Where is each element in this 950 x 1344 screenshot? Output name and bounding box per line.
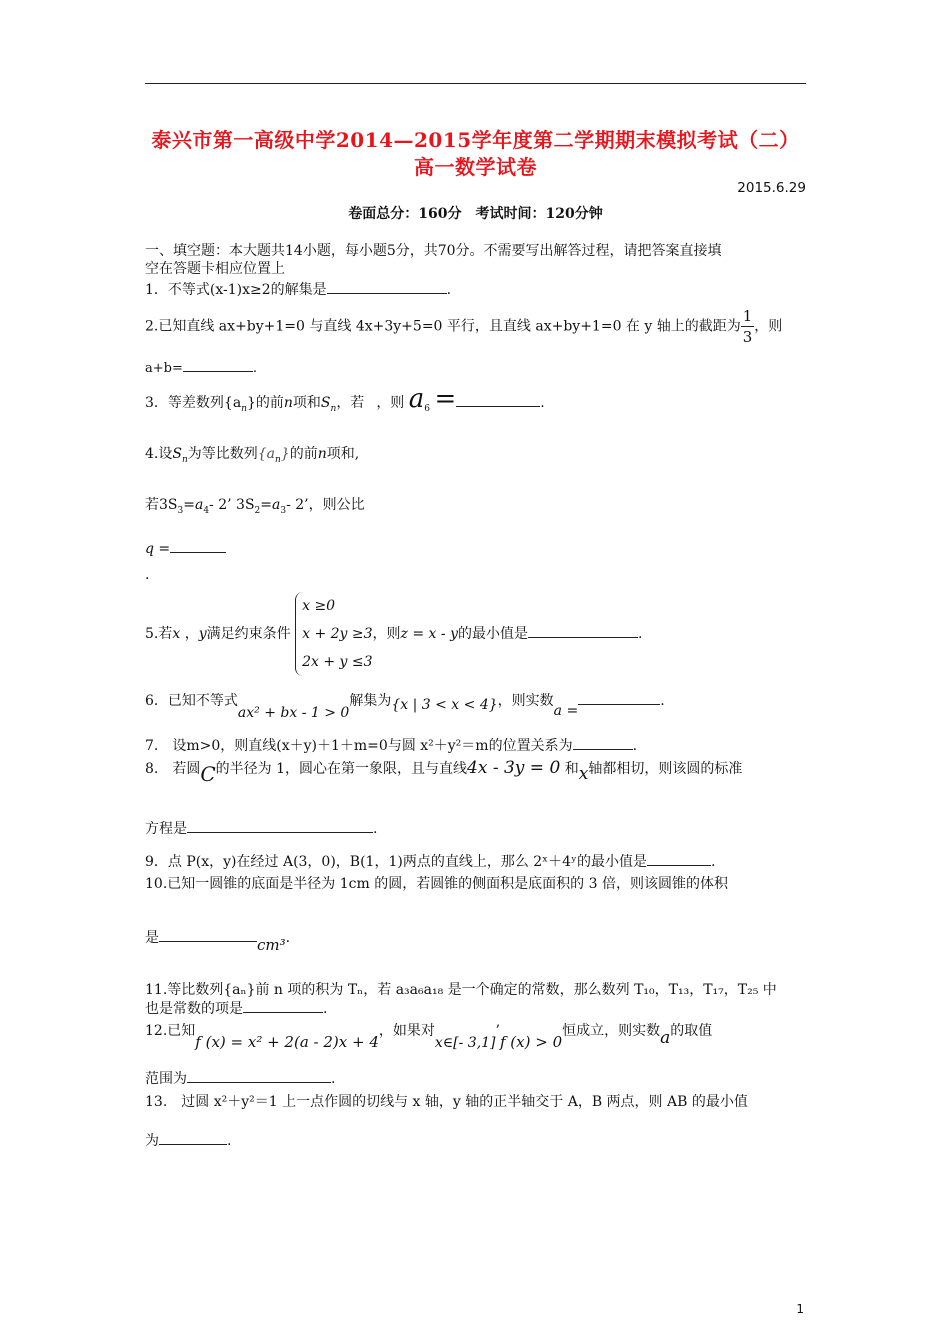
question-4-answer [145, 538, 226, 558]
q8-x: x [578, 764, 589, 784]
q4-text-h: - 2’ 3S [209, 497, 255, 513]
exam-subtitle: 高一数学试卷 [414, 155, 537, 179]
q4-i-sub: 3 [280, 505, 287, 516]
question-4 [145, 445, 359, 469]
q12-text-d: 恒成立，则实数 [562, 1023, 661, 1039]
q12-var: a [660, 1028, 671, 1048]
q13-text-c: . [227, 1133, 232, 1149]
q5-text-e: 的最小值是 [457, 626, 528, 642]
q11-text-c: . [323, 1001, 328, 1017]
q6-text-c: ，则实数 [497, 693, 554, 709]
question-2-cont [145, 357, 257, 378]
top-rule [145, 83, 806, 84]
q3-text-b: }的前 [246, 395, 284, 411]
q4-h-sub: 2 [254, 505, 261, 516]
q4-text-e: 若 [145, 497, 159, 513]
question-10-cont [145, 927, 291, 954]
q5-text-f: . [637, 626, 643, 642]
q5-x: x [172, 626, 181, 642]
q3-text-a: 3．等差数列{a [145, 395, 242, 411]
q4-q: q = [145, 541, 171, 557]
q6-text-d: . [660, 693, 665, 709]
question-5 [145, 592, 642, 676]
q8-text-f: . [373, 821, 378, 837]
q5-objective: z = x - y [400, 626, 458, 642]
q6-text-a: 6．已知不等式 [145, 693, 238, 709]
question-3 [145, 384, 545, 418]
q2-text-b: ，则 [754, 318, 783, 335]
q12-function: f (x) = x² + 2(a - 2)x + 4 [195, 1033, 379, 1051]
q9-answer-blank[interactable] [647, 851, 711, 866]
q2-frac-num: 1 [742, 307, 753, 325]
q11-text-b: 也是常数的项是 [145, 1001, 243, 1017]
q2-text-d: . [252, 361, 257, 376]
question-13-cont [145, 1130, 231, 1150]
q4-text-a: 4.设 [145, 446, 173, 462]
question-8-cont [145, 818, 377, 838]
q3-answer-blank[interactable] [456, 392, 540, 407]
q4-text-g: =a [183, 497, 204, 513]
question-8 [145, 757, 743, 786]
question-4-cont [145, 496, 365, 520]
q3-S-sub: n [330, 403, 337, 414]
q7-answer-blank[interactable] [573, 735, 633, 750]
q4-text-b: 为等比数列 [187, 446, 258, 462]
q5-text-b: ， [184, 626, 199, 642]
q12-text-h: . [331, 1071, 336, 1087]
q9-text-b: . [710, 854, 716, 870]
q10-text-b: 是 [145, 930, 159, 946]
q6-text-b: 解集为 [349, 693, 392, 709]
q5-constraint-system [295, 592, 372, 676]
q12-text-c: ’ [495, 1023, 500, 1039]
q12-condition: f (x) > 0 [499, 1033, 563, 1051]
q1-text-a: 1．不等式(x-1)x [145, 282, 251, 298]
q3-text-d: ，若 [336, 395, 365, 411]
q4-text-j: - 2’，则公比 [286, 497, 365, 513]
q5-answer-blank[interactable] [528, 623, 638, 638]
question-11-cont [145, 998, 327, 1018]
q7-text-a: 7. 设m>0，则直线(x＋y)＋1＋m=0与圆 x²＋y²＝m的位置关系为 [145, 738, 573, 754]
q3-a6: a [408, 384, 425, 414]
q13-answer-blank[interactable] [159, 1130, 227, 1145]
q12-text-b: ，如果对 [378, 1023, 435, 1039]
q4-seq-sub: n [275, 454, 281, 465]
question-7 [145, 735, 637, 755]
q6-answer-blank[interactable] [578, 690, 660, 705]
q8-text-d: 轴都相切，则该圆的标准 [588, 761, 743, 777]
q4-S: S [172, 446, 182, 462]
question-6 [145, 690, 665, 721]
exam-title: 泰兴市第一高级中学2014—2015学年度第二学期期末模拟考试（二） [151, 128, 800, 152]
q4-seq-end: } [280, 446, 290, 462]
q4-text-f: 3S [159, 497, 178, 513]
q3-eq: = [434, 384, 457, 414]
q8-text-b: 的半径为 1，圆心在第一象限，且与直线 [215, 761, 468, 777]
q3-text-e: ，则 [376, 395, 405, 411]
q6-inequality: ax² + bx - 1 > 0 [237, 705, 350, 721]
exam-meta: 卷面总分：160分 考试时间：120分钟 [348, 206, 603, 222]
q8-text-a: 8. 若圆 [145, 761, 201, 777]
q5-text-a: 5.若 [145, 626, 173, 642]
q2-frac-den: 3 [742, 328, 753, 346]
q9-text-a: 9．点 P(x，y)在经过 A(3，0)，B(1，1)两点的直线上，那么 2ˣ＋4ʸ的最小值是 [145, 854, 647, 870]
q10-text-c: . [285, 930, 291, 946]
q2-answer-blank[interactable] [183, 357, 253, 372]
q4-text-c: 的前 [289, 446, 318, 462]
question-10: 10.已知一圆锥的底面是半径为 1cm 的圆，若圆锥的侧面积是底面积的 3 倍，则该圆锥的体积 [145, 876, 728, 892]
q8-C: C [200, 762, 216, 786]
q3-n: n [283, 395, 293, 411]
q10-unit: cm³ [257, 936, 286, 954]
q1-answer-blank[interactable] [327, 279, 447, 294]
question-12 [145, 1021, 713, 1051]
q8-text-e: 方程是 [145, 821, 187, 837]
q7-text-b: . [632, 738, 638, 754]
q4-text-i: =a [260, 497, 281, 513]
q3-sub: n [241, 403, 247, 414]
question-4-dot: . [145, 567, 150, 583]
q4-seq: {a [257, 446, 276, 462]
q10-answer-blank[interactable] [159, 927, 257, 942]
q12-text-e: 的取值 [670, 1023, 713, 1039]
q2-fraction [741, 306, 755, 347]
question-1 [145, 279, 451, 299]
section-intro-line2: 空在答题卡相应位置上 [145, 261, 285, 277]
q3-text-f: . [540, 395, 545, 411]
question-11: 11.等比数列{aₙ}前 n 项的积为 Tₙ，若 a₃a₆a₁₈ 是一个确定的常数，那么数列 T₁₀，T₁₃，T₁₇，T₂₅ 中 [145, 982, 777, 998]
page-number: 1 [796, 1302, 804, 1316]
q5-constraint-2: x + 2y ≥3 [302, 626, 373, 642]
q1-text-c: . [446, 282, 452, 298]
q8-text-c: 和 [564, 761, 579, 777]
q4-g-sub: 4 [203, 505, 210, 516]
q6-solution-set: {x | 3 < x < 4} [391, 697, 498, 713]
q5-constraint-3: 2x + y ≤3 [302, 654, 373, 670]
q5-text-c: 满足约束条件 [206, 626, 291, 642]
q5-y: y [198, 626, 207, 642]
q5-text-d: ，则 [372, 626, 401, 642]
q2-text-a: 2.已知直线 ax+by+1=0 与直线 4x+3y+5=0 平行，且直线 ax+by+1=0 在 y 轴上的截距为 [145, 318, 741, 335]
q1-text-b: ≥2的解集是 [250, 282, 327, 298]
question-13: 13. 过圆 x²＋y²＝1 上一点作圆的切线与 x 轴，y 轴的正半轴交于 A，B 两点，则 AB 的最小值 [145, 1094, 748, 1110]
q6-var: a = [553, 703, 579, 719]
section-intro-line1: 一、填空题：本大题共14小题，每小题5分，共70分。不需要写出解答过程，请把答案直接填 [145, 243, 722, 259]
q11-answer-blank[interactable] [243, 998, 323, 1013]
q12-domain: x∈[- 3,1] [434, 1035, 496, 1051]
q2-text-c: a+b= [145, 361, 183, 376]
question-9 [145, 851, 715, 871]
q4-S-sub: n [181, 454, 188, 465]
q4-f-sub: 3 [177, 505, 184, 516]
q4-n: n [317, 446, 327, 462]
q3-S: S [320, 395, 331, 411]
q5-constraint-1: x ≥0 [302, 598, 336, 614]
q4-answer-blank[interactable] [170, 538, 226, 553]
q12-text-a: 12.已知 [145, 1023, 196, 1039]
q8-answer-blank[interactable] [187, 818, 373, 833]
q12-text-g: 范围为 [145, 1071, 187, 1087]
question-12-cont [145, 1068, 335, 1088]
q3-a6-sub: 6 [424, 403, 431, 414]
q13-text-b: 为 [145, 1133, 159, 1149]
q3-text-c: 项和 [292, 395, 321, 411]
q12-answer-blank[interactable] [187, 1068, 331, 1083]
q8-line: 4x - 3y = 0 [467, 758, 561, 778]
question-2 [145, 306, 782, 347]
q4-text-d: 项和, [326, 446, 360, 462]
exam-date: 2015.6.29 [737, 180, 806, 196]
